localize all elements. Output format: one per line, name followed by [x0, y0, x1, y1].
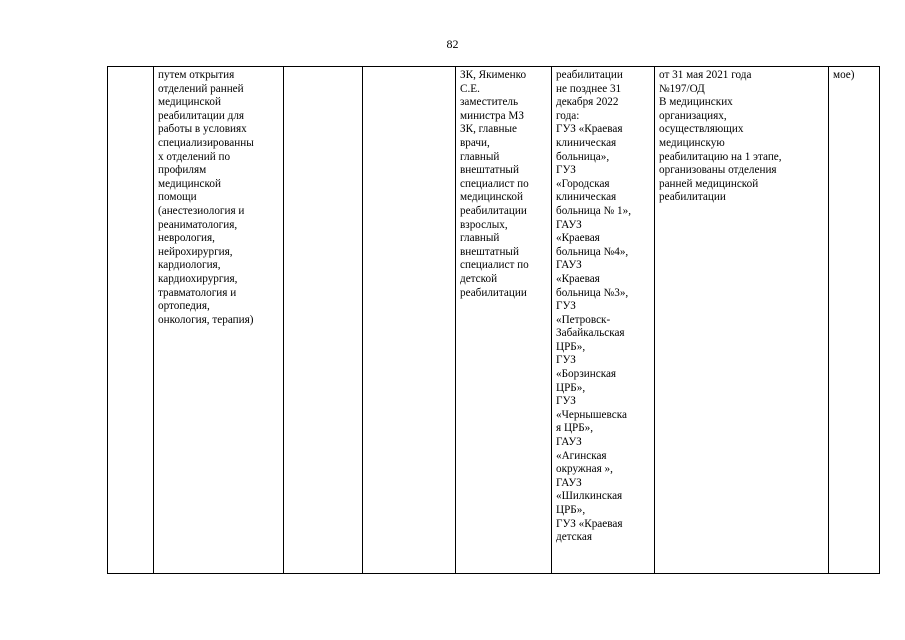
table-cell-deadline: реабилитации не позднее 31 декабря 2022 года: ГУЗ «Краевая клиническая больница», ГУЗ «Городская клиническая больница № 1», ГАУЗ «Краевая больница №4», ГАУЗ «Краевая больница №3», ГУЗ «Петровск- Забайкальская ЦРБ», ГУЗ «Борзинская ЦРБ», ГУЗ «Чернышевска я ЦРБ», ГАУЗ «Агинская окружная », ГАУЗ «Шилкинская ЦРБ», ГУЗ «Краевая детская	[552, 67, 655, 573]
table-cell-responsible: ЗК, Якименко С.Е. заместитель министра МЗ ЗК, главные врачи, главный внештатный специалист по медицинской реабилитации взрослых, главный внештатный специалист по детской реабилитации	[456, 67, 552, 573]
page-number: 82	[446, 37, 459, 51]
document-table	[107, 66, 880, 574]
table-cell-note: мое)	[833, 69, 855, 81]
table-cell-empty-1	[284, 67, 363, 573]
table-cell-result: от 31 мая 2021 года №197/ОД В медицинских организациях, осуществляющих медицинскую реабилитацию на 1 этапе, организованы отделения ранней медицинской реабилитации	[655, 67, 829, 573]
table-cell-number	[108, 67, 154, 573]
table-cell-empty-2	[363, 67, 456, 573]
table-cell-activity: путем открытия отделений ранней медицинской реабилитации для работы в условиях специализированны х отделений по профилям медицинской помощи (анестезиология и реаниматология, неврология, нейрохирургия, кардиология, кардиохирургия, травматология и ортопедия, онкология, терапия)	[154, 67, 284, 573]
